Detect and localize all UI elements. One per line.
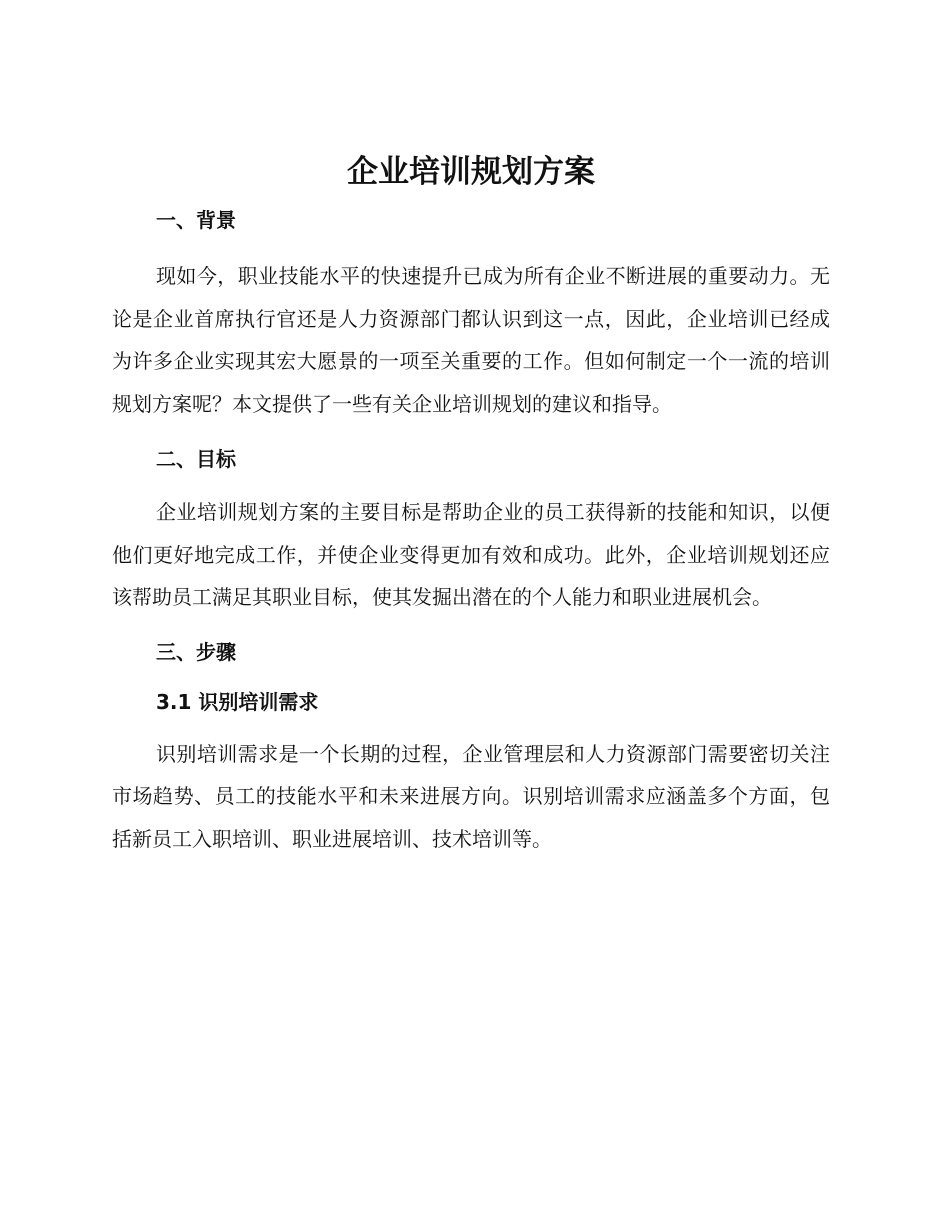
section-paragraph-background: 现如今，职业技能水平的快速提升已成为所有企业不断进展的重要动力。无论是企业首席执行官还是人力资源部门都认识到这一点，因此，企业培训已经成为许多企业实现其宏大愿景的一项至关重要的工作。但如何制定一个一流的培训规划方案呢？本文提供了一些有关企业培训规划的建议和指导。 — [112, 264, 830, 416]
section-heading-goals: 二、目标 — [156, 447, 236, 471]
section-paragraph-goals: 企业培训规划方案的主要目标是帮助企业的员工获得新的技能和知识，以便他们更好地完成工作，并使企业变得更加有效和成功。此外，企业培训规划还应该帮助员工满足其职业目标，使其发掘出潜在的个人能力和职业进展机会。 — [112, 500, 830, 609]
document-title: 企业培训规划方案 — [347, 154, 595, 190]
section-heading-steps: 三、步骤 — [156, 639, 236, 664]
section-heading-background: 一、背景 — [156, 208, 236, 232]
subsection-paragraph-identify-needs: 识别培训需求是一个长期的过程，企业管理层和人力资源部门需要密切关注市场趋势、员工的技能水平和未来进展方向。识别培训需求应涵盖多个方面，包括新员工入职培训、职业进展培训、技术培训等。 — [112, 741, 830, 851]
document-body — [112, 150, 830, 860]
subsection-heading-identify-needs: 3.1 识别培训需求 — [156, 689, 319, 714]
